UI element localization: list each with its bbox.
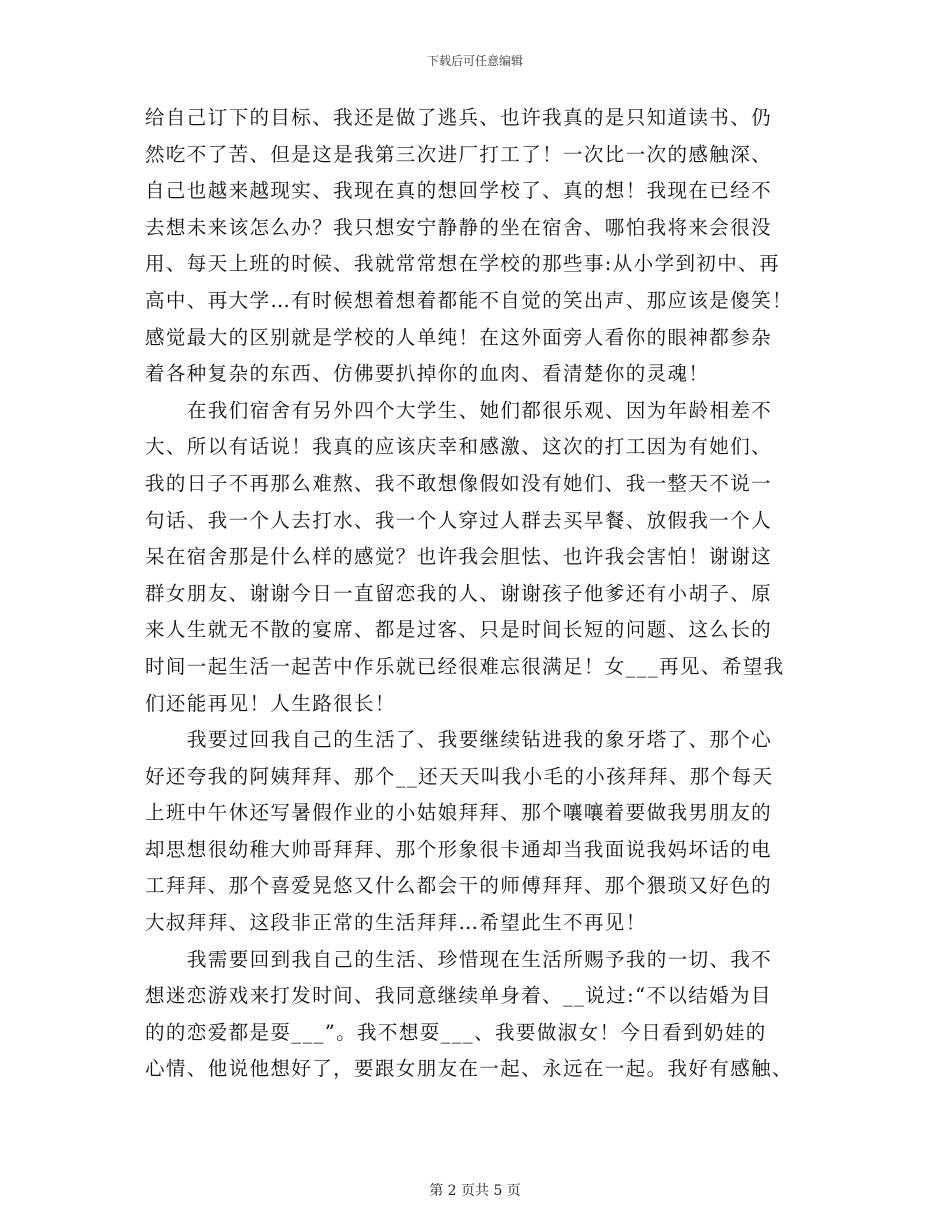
text-line: 上班中午休还写暑假作业的小姑娘拜拜、那个嚷嚷着要做我男朋友的	[145, 801, 773, 825]
text-line: 想迷恋游戏来打发时间、我同意继续单身着、__说过:“不以结婚为目	[145, 984, 772, 1008]
text-line: 着各种复杂的东西、仿佛要扒掉你的血肉、看清楚你的灵魂！	[145, 362, 710, 386]
text-line: 心情、他说他想好了，要跟女朋友在一起、永远在一起。我好有感触、	[145, 1057, 793, 1081]
page-number-footer: 第 2 页共 5 页	[429, 1183, 521, 1199]
text-line: 来人生就无不散的宴席、都是过客、只是时间长短的问题、这么长的	[145, 618, 773, 642]
text-line: 却思想很幼稚大帅哥拜拜、那个形象很卡通却当我面说我妈坏话的电	[145, 837, 773, 861]
text-line: 们还能再见！人生路很长！	[145, 691, 396, 715]
paragraph-start-line: 在我们宿舍有另外四个大学生、她们都很乐观、因为年龄相差不	[187, 398, 773, 422]
text-line: 用、每天上班的时候、我就常常想在学校的那些事:从小学到初中、再	[145, 252, 780, 276]
text-line: 工拜拜、那个喜爱晃悠又什么都会干的师傅拜拜、那个猥琐又好色的	[145, 874, 773, 898]
text-line: 感觉最大的区别就是学校的人单纯！在这外面旁人看你的眼神都参杂	[145, 325, 773, 349]
text-line: 给自己订下的目标、我还是做了逃兵、也许我真的是只知道读书、仍	[145, 106, 773, 129]
text-line: 呆在宿舍那是什么样的感觉？也许我会胆怯、也许我会害怕！谢谢这	[145, 545, 773, 569]
text-line: 高中、再大学…有时候想着想着都能不自觉的笑出声、那应该是傻笑！	[145, 288, 793, 312]
text-line: 好还夸我的阿姨拜拜、那个__还天天叫我小毛的小孩拜拜、那个每天	[145, 764, 774, 788]
paragraph-start-line: 我需要回到我自己的生活、珍惜现在生活所赐予我的一切、我不	[187, 947, 773, 971]
text-line: 我的日子不再那么难熬、我不敢想像假如没有她们、我一整天不说一	[145, 471, 773, 495]
page-header: 下载后可任意编辑	[426, 54, 523, 68]
document-body	[145, 100, 800, 1088]
text-line: 大、所以有话说！我真的应该庆幸和感激、这次的打工因为有她们、	[145, 435, 773, 459]
text-line: 的的恋爱都是耍___”。我不想耍___、我要做淑女！今日看到奶娃的	[145, 1020, 767, 1044]
text-line: 群女朋友、谢谢今日一直留恋我的人、谢谢孩子他爹还有小胡子、原	[145, 581, 773, 605]
text-line: 时间一起生活一起苦中作乐就已经很难忘很满足！女___再见、希望我	[145, 654, 785, 678]
text-line: 然吃不了苦、但是这是我第三次进厂打工了！一次比一次的感触深、	[145, 142, 773, 166]
text-line: 大叔拜拜、这段非正常的生活拜拜…希望此生不再见！	[145, 911, 647, 935]
text-line: 去想未来该怎么办？我只想安宁静静的坐在宿舍、哪怕我将来会很没	[145, 215, 773, 239]
paragraph-start-line: 我要过回我自己的生活了、我要继续钻进我的象牙塔了、那个心	[187, 728, 773, 752]
text-line: 句话、我一个人去打水、我一个人穿过人群去买早餐、放假我一个人	[145, 508, 773, 532]
text-line: 自己也越来越现实、我现在真的想回学校了、真的想！我现在已经不	[145, 179, 773, 203]
